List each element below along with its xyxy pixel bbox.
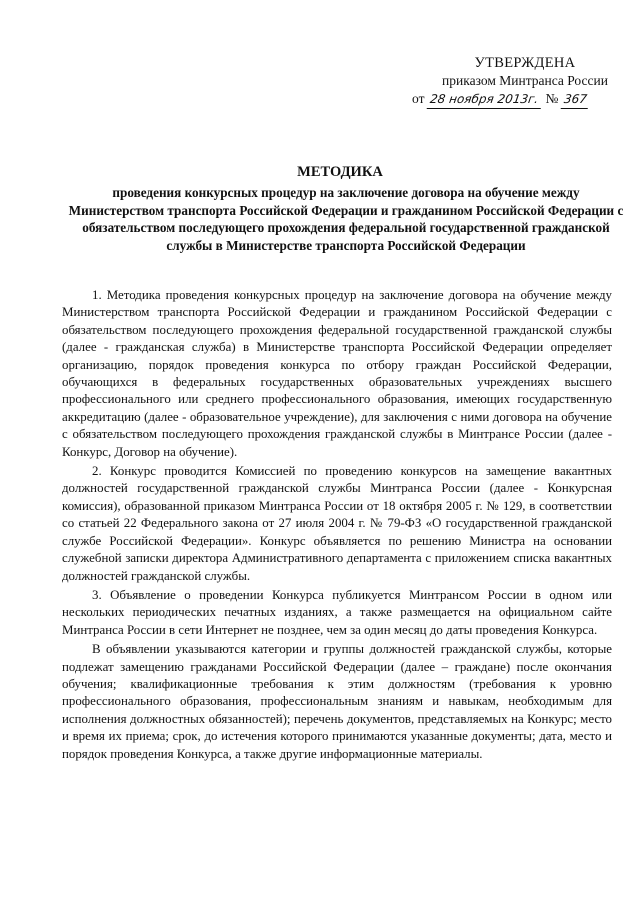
handwritten-date: 28 ноября 2013г.: [427, 90, 544, 109]
approval-date-line: [410, 90, 640, 109]
approved-heading: УТВЕРЖДЕНА: [474, 55, 576, 71]
paragraph-3: 3. Объявление о проведении Конкурса публикуется Минтрансом России в одном или нескольких периодических печатных изданиях, а также размещается на официальном сайте Минтранса России в сети Интернет не позднее, чем за один месяц до даты проведения Конкурса.: [62, 587, 612, 637]
paragraph-1: 1. Методика проведения конкурсных процедур на заключение договора на обучение между Министерством транспорта Российской Федерации и гражданином Российской Федерации с обязательством последующего прохождения федеральной государственной гражданской службы (далее - гражданская служба) в Министерстве транспорта Российской Федерации определяет организацию, порядок проведения конкурса по отбору граждан Российской Федерации, обучающихся в федеральных государственных образовательных учреждениях высшего профессионального или среднего профессионального образования, имеющих государственную аккредитацию (далее - образовательное учреждение), для заключения с ними договора на обучение с обязательством последующего прохождения гражданской службы в Минтрансе России (далее - Конкурс, Договор на обучение).: [62, 288, 612, 459]
approval-stamp: [410, 54, 640, 109]
approval-order-by: приказом Минтранса России: [442, 73, 608, 88]
handwritten-order-number: 367: [560, 90, 590, 109]
paragraph-4: В объявлении указываются категории и группы должностей гражданской службы, которые подлежат замещению гражданами Российской Федерации (далее – граждане) после окончания обучения; квалификационные требования к этим должностям (требования к уровню профессионального образования, профессиональным знаниям и навыкам, необходимым для исполнения должностных обязанностей); перечень документов, представляемых на Конкурс; место и время их приема; срок, до истечения которого принимаются указанные документы; дата, место и порядок проведения Конкурса, а также другие информационные материалы.: [62, 642, 612, 761]
document-title: МЕТОДИКА: [297, 164, 383, 180]
date-prefix: от: [412, 91, 425, 106]
document-body: [62, 287, 612, 763]
paragraph-2: 2. Конкурс проводится Комиссией по проведению конкурсов на замещение вакантных должностей государственной гражданской службы Минтранса России (далее - Конкурсная комиссия), образованной приказом Минтранса России от 18 октября 2005 г. № 129, в соответствии со статьей 22 Федерального закона от 27 июля 2004 г. № 79-ФЗ «О государственной гражданской службе Российской Федерации». Конкурс объявляется по решению Министра на основании служебной записки директора Административного департамента с приложением списка вакантных должностей гражданской службы.: [62, 464, 612, 583]
number-prefix: №: [545, 91, 559, 106]
document-subtitle: проведения конкурсных процедур на заключение договора на обучение между Министерством транспорта Российской Федерации и гражданином Российской Федерации с обязательством последующего прохождения федеральной государственной гражданской службы в Министерстве транспорта Российской Федерации: [68, 185, 624, 253]
